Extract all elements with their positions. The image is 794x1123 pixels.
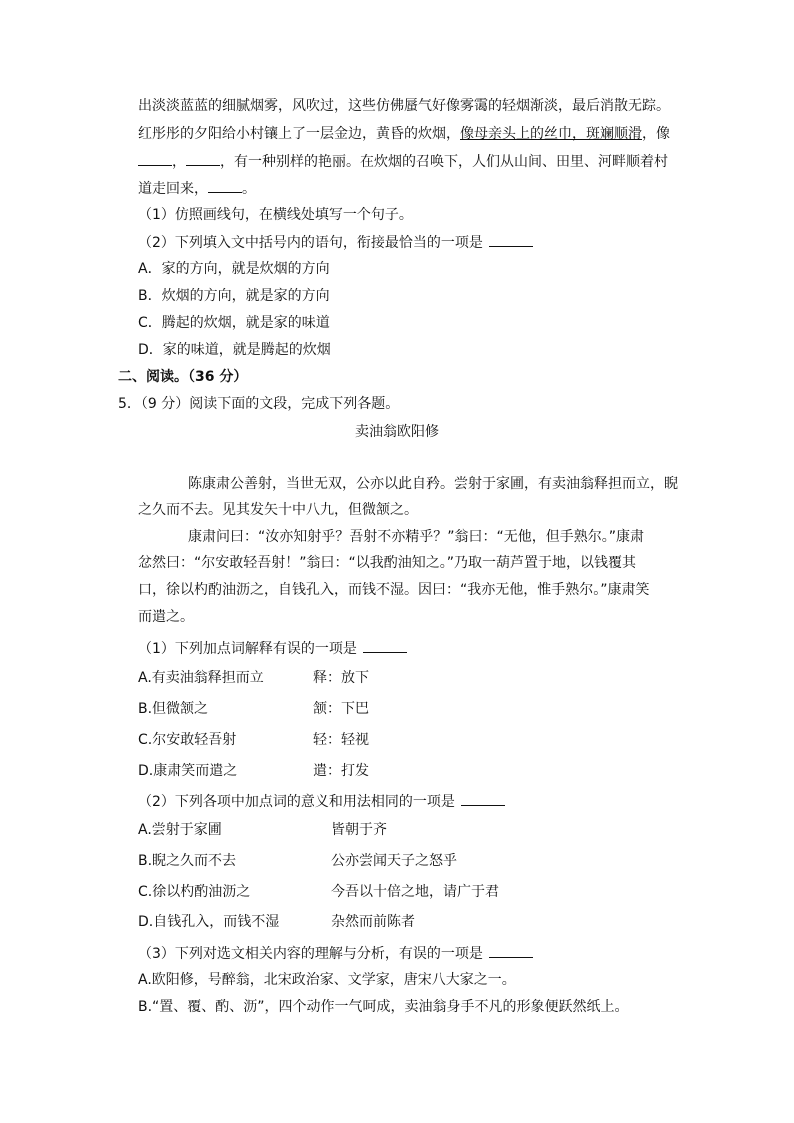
fill-blank[interactable] xyxy=(138,151,172,166)
text-line: 忿然曰：“尔安敢轻吾射！”翁曰：“以我酌油知之。”乃取一葫芦置于地，以钱覆其 xyxy=(138,555,637,571)
option-right: 皆朝于齐 xyxy=(331,822,387,838)
q5-sub2 xyxy=(138,791,505,812)
option-left: A.有卖油翁释担而立 xyxy=(138,670,264,686)
option-c: C．腾起的炊烟，就是家的味道 xyxy=(138,315,330,331)
option-row xyxy=(138,730,638,750)
option-right: 轻：轻视 xyxy=(313,732,369,748)
option-b: B．炊烟的方向，就是家的方向 xyxy=(138,288,330,304)
option-d: D．家的味道，就是腾起的炊烟 xyxy=(138,342,331,358)
q5-sub1 xyxy=(138,638,407,659)
option-left: D.自钱孔入，而钱不湿 xyxy=(138,914,280,930)
passage-line: 出淡淡蓝蓝的细腻烟雾，风吹过，这些仿佛蜃气好像雾霭的轻烟渐淡，最后消散无踪。 xyxy=(138,98,670,114)
passage-text: ，像 xyxy=(642,126,670,142)
text-line: 康肃问曰：“汝亦知射乎？吾射不亦精乎？”翁曰：“无他，但手熟尔。”康肃 xyxy=(188,529,645,545)
option-row xyxy=(138,820,658,840)
section-title: 二、阅读。（36 分） xyxy=(118,369,248,385)
text-line: 而遣之。 xyxy=(138,609,194,625)
option-row xyxy=(138,699,638,719)
passage-text: ，有一种别样的艳丽。在炊烟的召唤下，人们从山间、田里、河畔顺着村 xyxy=(220,154,668,170)
q4-sub2 xyxy=(138,232,533,253)
passage-text: 道走回来， xyxy=(138,181,208,197)
option-right: 释：放下 xyxy=(313,670,369,686)
fill-blank[interactable] xyxy=(208,178,242,193)
text-line: 口，徐以杓酌油沥之，自钱孔入，而钱不湿。因曰：“我亦无他，惟手熟尔。”康肃笑 xyxy=(138,582,650,598)
option-b: B.“置、覆、酌、沥”，四个动作一气呵成，卖油翁身手不凡的形象便跃然纸上。 xyxy=(138,999,629,1015)
option-right: 遣：打发 xyxy=(313,763,369,779)
passage-text: 。 xyxy=(242,181,256,197)
answer-blank[interactable] xyxy=(363,638,407,653)
underlined-sentence: 像母亲头上的丝巾，斑斓顺滑 xyxy=(460,126,642,142)
answer-blank[interactable] xyxy=(489,232,533,247)
option-row xyxy=(138,912,658,932)
option-left: C.尔安敢轻吾射 xyxy=(138,732,237,748)
q5-stem: 5．（9 分）阅读下面的文段，完成下列各题。 xyxy=(118,396,400,412)
question-text: （3）下列对选文相关内容的理解与分析，有误的一项是 xyxy=(138,946,483,962)
question-text: （1）下列加点词解释有误的一项是 xyxy=(138,641,357,657)
option-left: B.睨之久而不去 xyxy=(138,853,237,869)
option-right: 今吾以十倍之地，请广于君 xyxy=(331,884,499,900)
answer-blank[interactable] xyxy=(489,943,533,958)
passage-line xyxy=(138,124,670,144)
answer-blank[interactable] xyxy=(461,791,505,806)
option-right: 颔：下巴 xyxy=(313,701,369,717)
option-a: A.欧阳修，号醉翁，北宋政治家、文学家，唐宋八大家之一。 xyxy=(138,972,516,988)
passage-text: 红彤彤的夕阳给小村镶上了一层金边，黄昏的炊烟， xyxy=(138,126,460,142)
fill-blank[interactable] xyxy=(186,151,220,166)
option-left: D.康肃笑而遣之 xyxy=(138,763,238,779)
q5-sub3 xyxy=(138,943,533,964)
text-line: 之久而不去。见其发矢十中八九，但微颔之。 xyxy=(138,502,418,518)
passage-line xyxy=(138,151,668,172)
passage-line xyxy=(138,178,256,199)
option-left: A.尝射于家圃 xyxy=(138,822,222,838)
option-row xyxy=(138,761,638,781)
option-right: 杂然而前陈者 xyxy=(331,914,415,930)
question-text: （2）下列各项中加点词的意义和用法相同的一项是 xyxy=(138,794,455,810)
text-title: 卖油翁欧阳修 xyxy=(355,424,439,440)
option-a: A．家的方向，就是炊烟的方向 xyxy=(138,261,330,277)
q4-sub1: （1）仿照画线句，在横线处填写一个句子。 xyxy=(138,207,413,223)
option-row xyxy=(138,851,658,871)
text-line: 陈康肃公善射，当世无双，公亦以此自矜。尝射于家圃，有卖油翁释担而立，睨 xyxy=(188,476,678,492)
question-text: （2）下列填入文中括号内的语句，衔接最恰当的一项是 xyxy=(138,235,483,251)
option-row xyxy=(138,882,658,902)
option-right: 公亦尝闻天子之怒乎 xyxy=(331,853,457,869)
option-left: B.但微颔之 xyxy=(138,701,209,717)
option-left: C.徐以杓酌油沥之 xyxy=(138,884,251,900)
passage-text: ， xyxy=(172,154,186,170)
option-row xyxy=(138,668,638,688)
